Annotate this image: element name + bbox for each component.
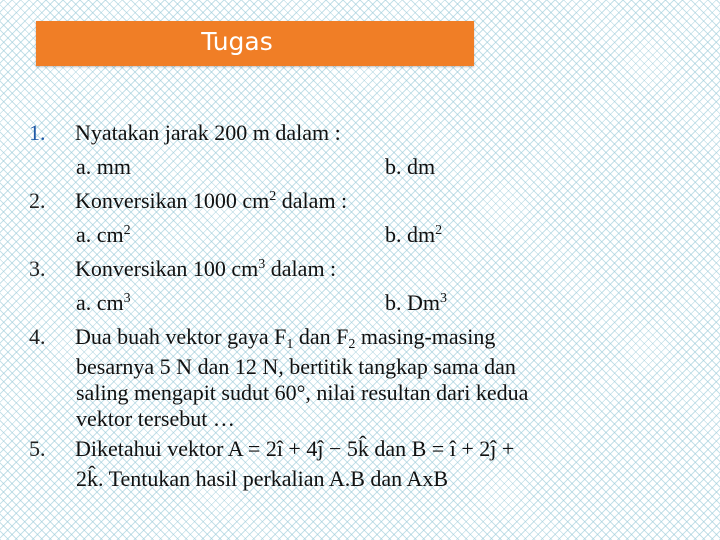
question-4-line-3 (0, 380, 720, 406)
question-1-options (0, 150, 720, 184)
question-4-line-2 (0, 354, 720, 380)
question-5-line-2 (0, 466, 720, 492)
question-5-text-line-2: 2k̂. Tentukan hasil perkalian A.B dan AxB (76, 466, 449, 491)
question-2-option-b: b. $dm^2$ (385, 222, 443, 247)
question-1 (0, 116, 720, 150)
question-5-text-line-1: Diketahui vektor A = 2î + 4ĵ − 5k̂ dan B = î + 2ĵ + (75, 436, 515, 461)
question-4-text-line-2: besarnya 5 N dan 12 N, bertitik tangkap sama dan (76, 354, 516, 379)
question-1-option-a: a. mm (76, 154, 131, 179)
question-3-option-b: b. Dm$^3$ (385, 290, 447, 315)
question-3-options (0, 286, 720, 320)
question-3-option-a: a. $cm^3$ (76, 290, 131, 315)
question-4-line-4 (0, 406, 720, 432)
title-bar (36, 21, 474, 66)
question-3-number: 3. (29, 256, 46, 281)
question-4-text-line-4: vektor tersebut … (76, 406, 235, 431)
question-2-options (0, 218, 720, 252)
question-5-number: 5. (29, 436, 46, 461)
page-title: Tugas (201, 27, 273, 56)
question-4-text-line-3: saling mengapit sudut 60°, nilai resultan dari kedua (76, 380, 529, 405)
question-4 (0, 320, 720, 354)
question-5 (0, 432, 720, 466)
question-2-number: 2. (29, 188, 46, 213)
question-2 (0, 184, 720, 218)
question-4-text-line-1: Dua buah vektor gaya $F_1$ dan $F_2$ masing-masing (75, 324, 496, 352)
question-1-text: Nyatakan jarak 200 m dalam : (75, 120, 341, 145)
question-1-option-b: b. dm (385, 154, 436, 179)
question-3 (0, 252, 720, 286)
question-list (0, 116, 720, 492)
question-4-number: 4. (29, 324, 46, 349)
question-3-text: Konversikan 100 $cm^3$ dalam : (75, 256, 337, 281)
question-2-text: Konversikan 1000 $cm^2$ dalam : (75, 188, 348, 213)
question-2-option-a: a. $cm^2$ (76, 222, 131, 247)
question-1-number: 1. (29, 120, 46, 145)
